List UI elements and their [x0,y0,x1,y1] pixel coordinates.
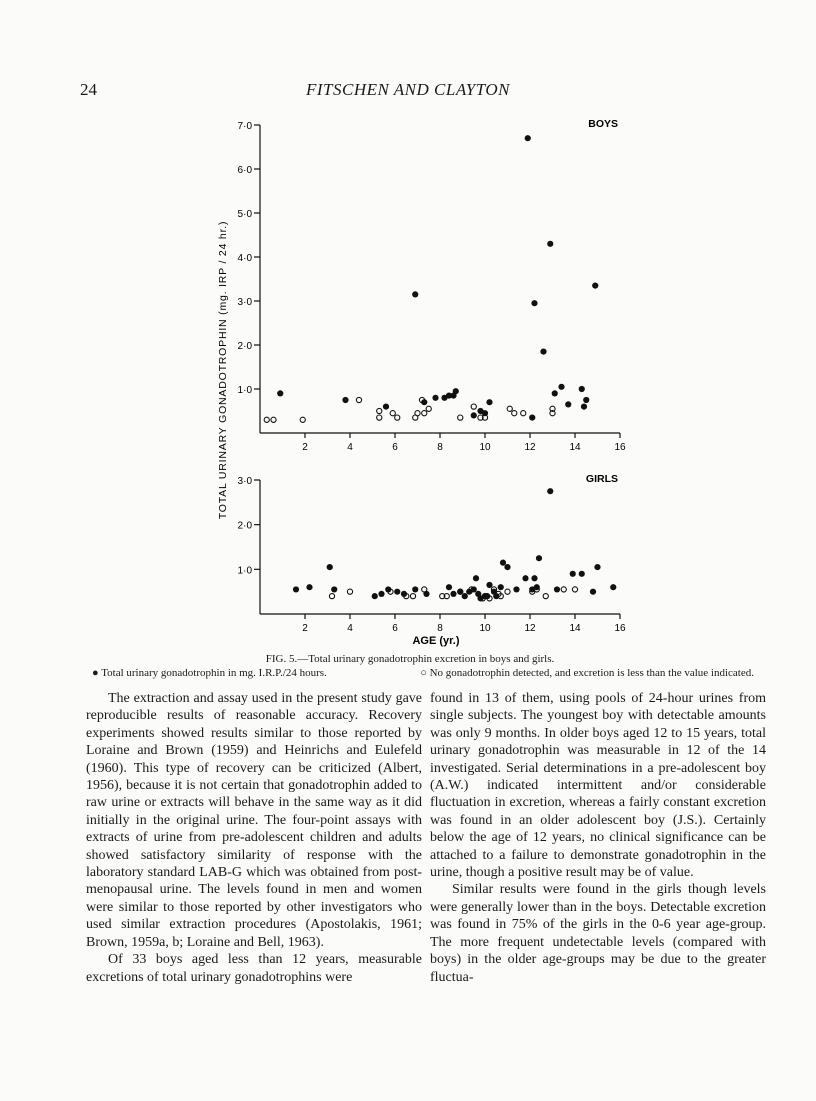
data-point-undetected [572,587,577,592]
data-point-detected [277,390,283,396]
chart-title: GIRLS [585,473,618,485]
data-point-detected [536,555,542,561]
chart-boys [238,118,626,453]
data-point-detected [558,384,564,390]
data-point-undetected [264,417,269,422]
data-point-undetected [561,587,566,592]
y-tick-label: 7·0 [237,121,252,132]
x-tick-label: 2 [302,623,308,634]
legend-detected: ● Total urinary gonadotrophin in mg. I.R.P./24 hours. [92,667,327,679]
page-number: 24 [80,80,97,99]
data-point-detected [453,388,459,394]
x-tick-label: 6 [392,442,398,453]
data-point-detected [331,586,337,592]
paragraph: The extraction and assay used in the present study gave reproducible results of reasonable accuracy. Recovery experiments showed results similar to those reported by Loraine and Brown (1959) and Heinrichs and Eulefeld (1960). This type of recovery can be criticized (Albert, 1956), because it is not certain that gonadotrophin added to raw urine or extracts will behave in the same way as it did initially in the original urine. The four-point assays with extracts of urine from pre-adolescent children and adults showed satisfactory similarity of response with the laboratory standard LAB-G which was obtained from post-menopausal urine. The levels found in men and women were similar to those reported by other investigators who used similar extraction procedures (Apostolakis, 1961; Brown, 1959a, b; Loraine and Bell, 1963). [86,691,422,950]
data-point-undetected [347,589,352,594]
data-point-detected [547,488,553,494]
data-point-detected [552,390,558,396]
data-point-detected [293,586,299,592]
data-point-detected [547,241,553,247]
data-point-undetected [395,415,400,420]
data-point-undetected [507,406,512,411]
data-point-detected [412,586,418,592]
data-point-detected [446,584,452,590]
data-point-undetected [543,594,548,599]
data-point-detected [570,571,576,577]
y-tick-label: 2·0 [237,341,252,352]
y-tick-label: 4·0 [237,253,252,264]
legend-undetected: ○ No gonadotrophin detected, and excretion is less than the value indicated. [420,667,754,679]
x-tick-label: 6 [392,623,398,634]
x-tick-label: 14 [569,442,581,453]
data-point-detected [342,397,348,403]
data-point-undetected [422,587,427,592]
data-point-undetected [458,415,463,420]
caption-title: FIG. 5.—Total urinary gonadotrophin excretion in boys and girls. [265,653,555,665]
data-point-undetected [300,417,305,422]
x-tick-label: 10 [479,442,491,453]
data-point-detected [432,395,438,401]
data-point-detected [486,399,492,405]
data-point-undetected [410,594,415,599]
data-point-detected [529,415,535,421]
data-point-detected [498,584,504,590]
data-point-undetected [471,404,476,409]
x-tick-label: 12 [524,623,536,634]
data-point-detected [594,564,600,570]
data-point-detected [554,586,560,592]
y-tick-label: 3·0 [237,476,252,487]
caption-legend [60,666,760,680]
x-tick-label: 4 [347,442,353,453]
x-tick-label: 4 [347,623,353,634]
y-tick-label: 3·0 [237,297,252,308]
x-tick-label: 16 [614,623,626,634]
paragraph: Of 33 boys aged less than 12 years, measurable excretions of total urinary gonadotrophins were [86,952,422,985]
data-point-detected [583,397,589,403]
x-tick-label: 10 [479,623,491,634]
running-head: FITSCHEN AND CLAYTON [306,80,510,99]
y-tick-label: 1·0 [237,385,252,396]
x-tick-label: 12 [524,442,536,453]
data-point-detected [412,291,418,297]
x-tick-label: 14 [569,623,581,634]
body-left-column [86,690,422,986]
data-point-detected [306,584,312,590]
data-point-undetected [390,411,395,416]
figure-caption [60,652,760,680]
data-point-undetected [505,589,510,594]
x-tick-label: 8 [437,442,443,453]
y-tick-label: 1·0 [237,565,252,577]
data-point-detected [383,404,389,410]
data-point-undetected [521,411,526,416]
data-point-detected [471,412,477,418]
x-tick-label: 8 [437,623,443,634]
y-tick-label: 2·0 [237,520,252,532]
data-point-detected [394,589,400,595]
data-point-detected [500,560,506,566]
data-point-undetected [271,417,276,422]
data-point-undetected [329,594,334,599]
data-point-undetected [422,411,427,416]
data-point-detected [486,582,492,588]
data-point-detected [579,386,585,392]
x-tick-label: 2 [302,442,308,453]
data-point-detected [473,575,479,581]
x-axis-label: AGE (yr.) [412,635,460,647]
data-point-detected [504,564,510,570]
data-point-detected [525,135,531,141]
y-tick-label: 6·0 [237,165,252,176]
paragraph: found in 13 of them, using pools of 24-hour urines from single subjects. The youngest boy with detectable amounts was only 9 months. In older boys aged 12 to 15 years, total urinary gonadotrophin was measurable in 12 of the 14 investigated. Serial determinations in a pre-adolescent boy (A.W.) indicated intermittent and/or considerable fluctuation in excretion, whereas a fairly constant excretion was found in an older adolescent boy (J.S.). Certainly below the age of 12 years, no clinical significance can be attached to a failure to demonstrate gonadotrophin in the urine, though a positive result may be of value. [430,691,766,881]
y-tick-label: 5·0 [237,209,252,220]
data-point-detected [378,591,384,597]
data-point-undetected [512,411,517,416]
data-point-detected [592,283,598,289]
data-point-undetected [377,415,382,420]
data-point-detected [372,593,378,599]
y-axis-label: TOTAL URINARY GONADOTROPHIN (mg. IRP / 24 hr.) [217,220,229,520]
paragraph: Similar results were found in the girls though levels were generally lower than in the boys. Detectable excretion was found in 75% of the girls in the 0-6 year age-group. The more frequent undetectable levels (compared with boys) in the older age-groups may be due to the greater fluctua- [430,882,766,985]
data-point-detected [565,401,571,407]
chart-title: BOYS [588,118,618,130]
data-point-detected [610,584,616,590]
data-point-detected [531,300,537,306]
data-point-undetected [415,411,420,416]
data-point-detected [590,589,596,595]
data-point-detected [513,586,519,592]
body-right-column [430,690,766,986]
data-point-undetected [426,406,431,411]
x-tick-label: 16 [614,442,626,453]
legend-undetected-text: No gonadotrophin detected, and excretion is less than the value indicated. [429,667,754,679]
data-point-detected [581,404,587,410]
data-point-detected [327,564,333,570]
data-point-detected [540,349,546,355]
chart-girls [238,473,626,634]
legend-detected-text: Total urinary gonadotrophin in mg. I.R.P./24 hours. [101,667,327,679]
data-point-undetected [377,408,382,413]
data-point-undetected [356,397,361,402]
data-point-detected [579,571,585,577]
data-point-detected [531,575,537,581]
data-point-detected [522,575,528,581]
data-point-detected [462,593,468,599]
data-point-detected [450,591,456,597]
